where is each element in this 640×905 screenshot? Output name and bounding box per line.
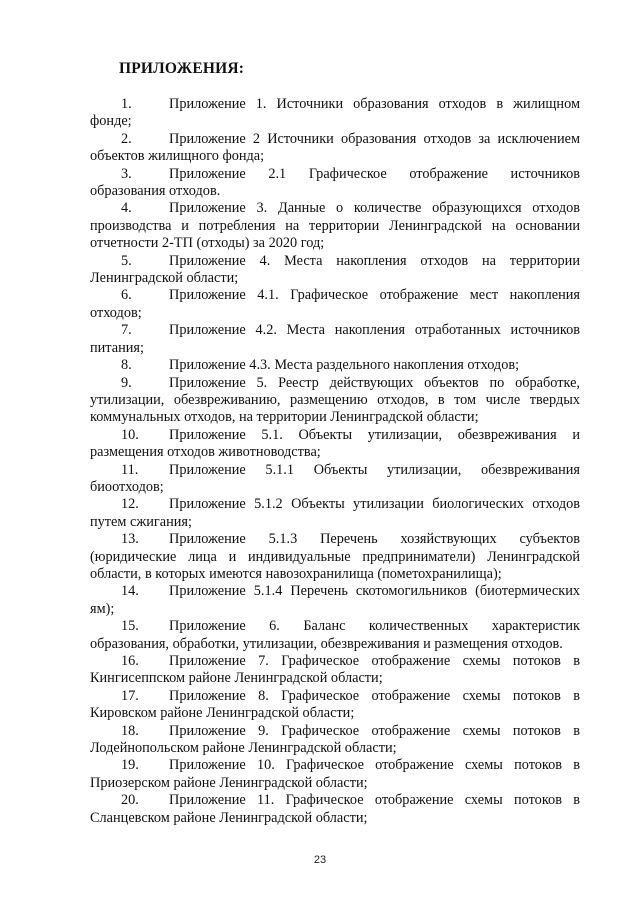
list-item [90, 375, 580, 427]
item-number: 6. [121, 287, 132, 304]
item-number: 17. [121, 687, 139, 704]
list-item [90, 96, 580, 131]
list-item [90, 757, 580, 792]
item-text: Приложение 4. Места накопления отходов на территории Ленинградской области; [90, 252, 580, 287]
page-title: ПРИЛОЖЕНИЯ: [119, 60, 245, 77]
list-item [90, 462, 580, 497]
list-item [90, 688, 580, 723]
item-text: Приложение 6. Баланс количественных характеристик образования, обработки, утилизации, обезвреживания и размещения отходов. [90, 618, 580, 652]
item-number: 14. [121, 583, 139, 600]
list-item [90, 287, 580, 322]
item-number: 1. [121, 96, 132, 112]
item-text: Приложение 5.1.1 Объекты утилизации, обезвреживания биоотходов; [90, 461, 580, 495]
list-item [90, 618, 580, 653]
list-item [90, 200, 580, 252]
item-number: 12. [121, 496, 139, 513]
item-number: 20. [121, 792, 139, 809]
item-text: Приложение 4.3. Места раздельного накопления отходов; [169, 357, 520, 374]
item-text: Приложение 5.1.3 Перечень хозяйствующих субъектов (юридические лица и индивидуальные предприниматели) Ленинградской области, в которых имеются навозохранилища (пометохранилища); [90, 531, 580, 582]
list-item [90, 357, 580, 374]
item-number: 10. [121, 426, 139, 443]
item-text: Приложение 9. Графическое отображение схемы потоков в Лодейнопольском районе Ленинградской области; [90, 722, 580, 757]
list-item [90, 322, 580, 357]
page-number: 23 [313, 854, 327, 866]
item-text: Приложение 7. Графическое отображение схемы потоков в Кингисеппском районе Ленинградской области; [90, 653, 580, 687]
list-item [90, 653, 580, 688]
list-item [90, 427, 580, 462]
item-number: 16. [121, 653, 139, 669]
item-number: 9. [121, 374, 132, 391]
item-number: 3. [121, 165, 132, 182]
item-text: Приложение 5.1.2 Объекты утилизации биологических отходов путем сжигания; [90, 496, 580, 530]
item-text: Приложение 3. Данные о количестве образующихся отходов производства и потребления на территории Ленинградской на основании отчетности 2-ТП (отходы) за 2020 год; [90, 200, 580, 252]
item-text: Приложение 2.1 Графическое отображение источников образования отходов. [90, 165, 580, 200]
item-number: 7. [121, 322, 132, 339]
list-item [90, 131, 580, 166]
item-text: Приложение 1. Источники образования отходов в жилищном фонде; [90, 96, 580, 130]
list-item [90, 496, 580, 531]
list-item [90, 583, 580, 618]
item-text: Приложение 5.1. Объекты утилизации, обезвреживания и размещения отходов животноводства; [90, 426, 580, 461]
item-text: Приложение 4.1. Графическое отображение мест накопления отходов; [90, 287, 580, 321]
list-item [90, 166, 580, 201]
item-number: 8. [121, 357, 132, 374]
item-text: Приложение 10. Графическое отображение схемы потоков в Приозерском районе Ленинградской области; [90, 757, 580, 791]
item-number: 19. [121, 757, 139, 774]
list-item [90, 531, 580, 583]
item-number: 18. [121, 722, 139, 739]
item-number: 13. [121, 531, 139, 548]
item-text: Приложение 5.1.4 Перечень скотомогильников (биотермических ям); [90, 583, 580, 617]
item-number: 4. [121, 200, 132, 217]
list-item [90, 253, 580, 288]
list-item [90, 723, 580, 758]
appendix-list [90, 96, 580, 827]
list-item [90, 792, 580, 827]
item-number: 2. [121, 130, 132, 147]
item-text: Приложение 2 Источники образования отходов за исключением объектов жилищного фонда; [90, 130, 580, 165]
item-text: Приложение 8. Графическое отображение схемы потоков в Кировском районе Ленинградской области; [90, 687, 580, 722]
item-text: Приложение 4.2. Места накопления отработанных источников питания; [90, 322, 580, 356]
item-text: Приложение 5. Реестр действующих объектов по обработке, утилизации, обезвреживанию, размещению отходов, в том числе твердых коммунальных отходов, на территории Ленинградской области; [90, 374, 580, 426]
item-number: 5. [121, 252, 132, 269]
item-number: 15. [121, 618, 139, 635]
item-text: Приложение 11. Графическое отображение схемы потоков в Сланцевском районе Ленинградской области; [90, 792, 580, 826]
item-number: 11. [121, 461, 139, 478]
